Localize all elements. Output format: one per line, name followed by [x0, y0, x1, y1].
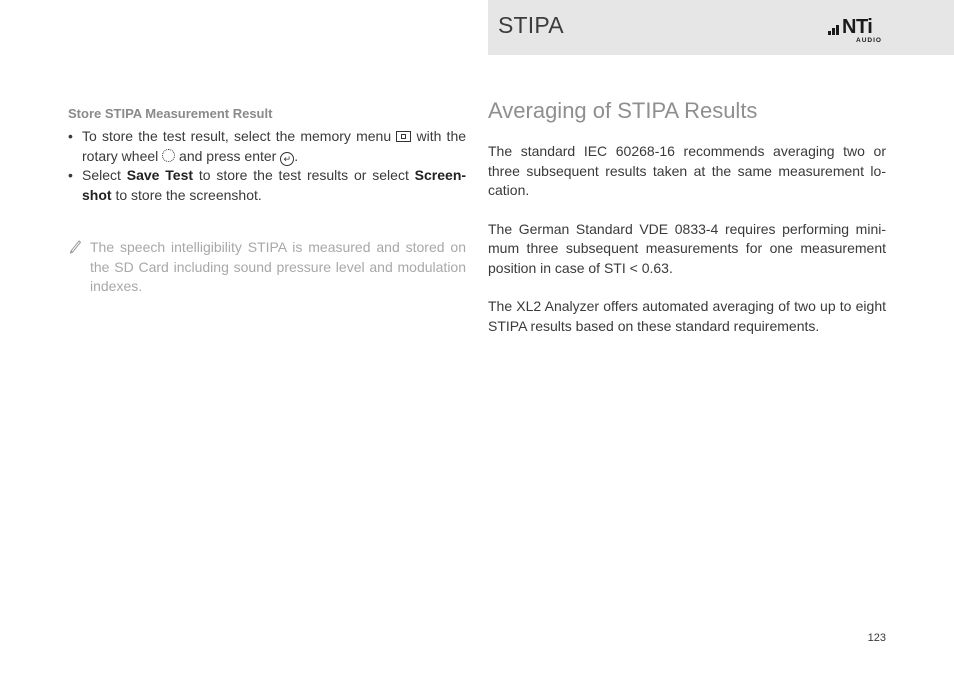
bullet1-text-1: To store the test result, select the memory menu: [82, 128, 392, 144]
note-text: The speech intelligibility STIPA is measured and stored on the SD Card including sound pressure level and modulation indexes.: [90, 239, 466, 294]
rotary-wheel-icon: [162, 149, 175, 162]
paragraph-iec: The standard IEC 60268-16 recommends averaging two or three subsequent results taken at the same measurement lo-cation.: [488, 143, 886, 198]
section-heading: Store STIPA Measurement Result: [68, 106, 273, 121]
paragraph-vde: The German Standard VDE 0833-4 requires performing mini-mum three subsequent measurements for one measurement position in case of STI < 0.63.: [488, 220, 886, 276]
left-column: [68, 105, 466, 205]
page-number: 123: [867, 632, 886, 644]
save-test-label: Save Test: [126, 167, 194, 183]
screenshot-label: Screen-shot: [82, 167, 467, 203]
bullet2-text-2: to store the test results or select: [198, 167, 409, 183]
enter-key-icon: ↵: [280, 152, 294, 166]
note-block: [68, 238, 466, 297]
instruction-list: [68, 127, 466, 205]
memory-menu-icon: [396, 131, 411, 142]
bullet1-text-2: with the rotary wheel: [82, 128, 467, 164]
bullet2-text-3: to store the screenshot.: [115, 186, 262, 203]
list-item: [68, 166, 466, 205]
bullet1-text-4: .: [294, 147, 299, 164]
header-band: [488, 0, 954, 55]
logo-bars-icon: [828, 25, 842, 35]
pencil-note-icon: [68, 238, 82, 254]
paragraph-xl2: The XL2 Analyzer offers automated averaging of two up to eight STIPA results based on these standard requirements.: [488, 298, 886, 334]
bullet1-text-3: and press enter: [179, 147, 277, 164]
bullet2-text-1: Select: [82, 167, 121, 183]
logo-subtext: AUDIO: [856, 37, 882, 44]
right-column: [488, 97, 886, 355]
chapter-title: STIPA: [498, 12, 564, 38]
nti-audio-logo: [828, 17, 886, 45]
list-item: [68, 127, 466, 166]
logo-wordmark: NTi: [842, 16, 873, 38]
page-heading: Averaging of STIPA Results: [488, 98, 758, 123]
